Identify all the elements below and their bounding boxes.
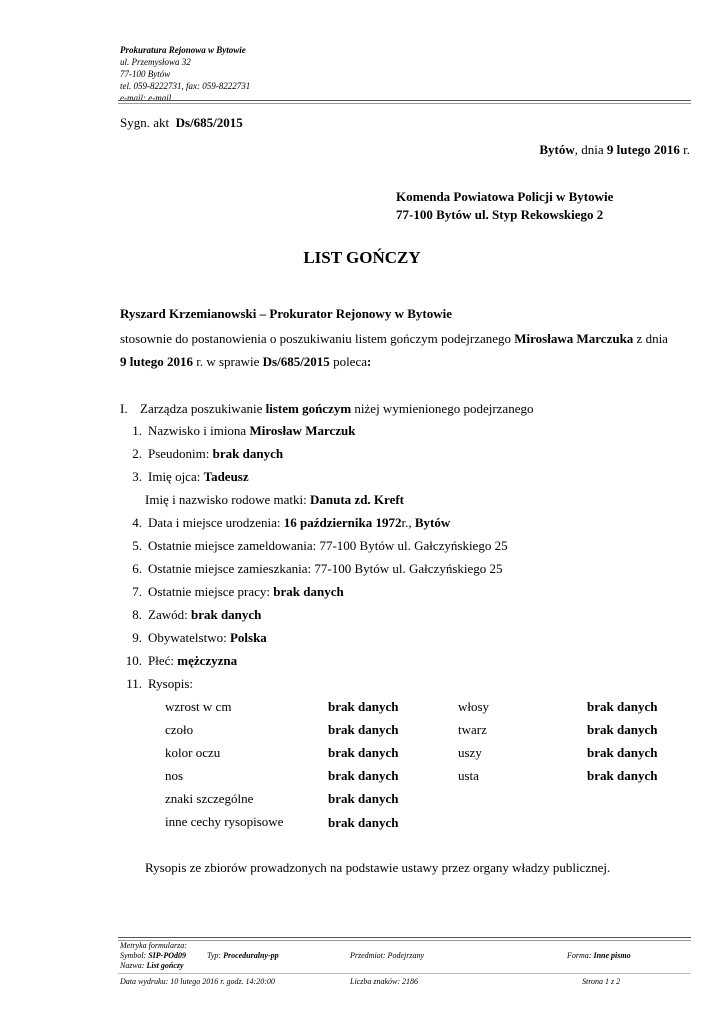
intro-orders: poleca bbox=[329, 354, 367, 369]
case-signature-value: Ds/685/2015 bbox=[175, 115, 243, 130]
list-item bbox=[145, 492, 404, 508]
rysopis-value: brak danych bbox=[328, 768, 399, 783]
footer-type-value: Proceduralny-pp bbox=[223, 951, 279, 960]
date-suffix: r. bbox=[679, 142, 690, 157]
footer-page-number: Strona 1 z 2 bbox=[582, 977, 621, 986]
case-signature bbox=[120, 115, 243, 131]
item-label: Płeć: bbox=[148, 653, 178, 668]
list-item bbox=[120, 584, 344, 600]
rysopis-value: brak danych bbox=[587, 768, 658, 783]
item-value: brak danych bbox=[190, 607, 262, 622]
footer-divider-thin bbox=[118, 973, 691, 974]
office-phone: tel. 059-8222731, fax: 059-8222731 bbox=[120, 81, 251, 91]
list-item bbox=[120, 676, 193, 692]
item-label: Ostatnie miejsce pracy: bbox=[148, 584, 274, 599]
section-text-post: niżej wymienionego podejrzanego bbox=[351, 401, 534, 416]
footer-print-date: Data wydruku: 10 lutego 2016 r. godz. 14:20:00 bbox=[120, 977, 275, 986]
item-number: 1. bbox=[132, 423, 142, 438]
footer-divider-secondary bbox=[118, 940, 691, 941]
item-label: Rysopis: bbox=[148, 676, 193, 691]
recipient-line-2: 77-100 Bytów ul. Styp Rekowskiego 2 bbox=[396, 207, 604, 222]
footer-form-value: Inne pismo bbox=[593, 951, 631, 960]
recipient-address bbox=[396, 188, 613, 224]
item-number: 8. bbox=[132, 607, 142, 622]
case-signature-label: Sygn. akt bbox=[120, 115, 170, 130]
item-label: Pseudonim: bbox=[148, 446, 213, 461]
section-text-bold: listem gończym bbox=[265, 401, 352, 416]
rysopis-label: twarz bbox=[458, 722, 487, 737]
decision-date: 9 lutego 2016 bbox=[120, 354, 193, 369]
footer-type bbox=[207, 951, 279, 960]
rysopis-label: usta bbox=[458, 768, 479, 783]
rysopis-value: brak danych bbox=[587, 722, 658, 737]
item-label: Imię i nazwisko rodowe matki: bbox=[145, 492, 310, 507]
rysopis-value: brak danych bbox=[328, 745, 399, 760]
footer-metryka: Metryka formularza: bbox=[120, 941, 187, 950]
list-item bbox=[120, 538, 508, 554]
item-value: brak danych bbox=[273, 584, 344, 599]
item-label: Imię ojca: bbox=[148, 469, 204, 484]
office-name: Prokuratura Rejonowa w Bytowie bbox=[120, 45, 246, 55]
item-number: 10. bbox=[125, 653, 142, 668]
intro-line-3 bbox=[120, 354, 371, 370]
list-item bbox=[120, 653, 237, 669]
date-place: Bytów bbox=[539, 142, 575, 157]
list-item bbox=[120, 561, 503, 577]
intro-line-2 bbox=[120, 331, 668, 347]
list-item bbox=[120, 607, 261, 623]
rysopis-value: brak danych bbox=[587, 745, 658, 760]
intro-colon: : bbox=[366, 354, 372, 369]
item-value: brak danych bbox=[212, 446, 284, 461]
item-number: 7. bbox=[132, 584, 142, 599]
item-label: Zawód: bbox=[148, 607, 191, 622]
rysopis-label: znaki szczególne bbox=[165, 791, 254, 806]
prosecutor-line: Ryszard Krzemianowski – Prokurator Rejonowy w Bytowie bbox=[120, 306, 452, 321]
office-city: 77-100 Bytów bbox=[120, 69, 171, 79]
list-item bbox=[120, 630, 267, 646]
footer-symbol bbox=[120, 951, 186, 960]
item-label: Ostatnie miejsce zamieszkania: 77-100 Bytów ul. Gałczyńskiego 25 bbox=[148, 561, 503, 576]
rysopis-label: włosy bbox=[458, 699, 490, 714]
footer-name-value: List gończy bbox=[146, 961, 184, 970]
item-label: Ostatnie miejsce zameldowania: 77-100 Bytów ul. Gałczyńskiego 25 bbox=[148, 538, 508, 553]
header-divider-secondary bbox=[118, 103, 691, 104]
rysopis-label: nos bbox=[165, 768, 184, 783]
list-item bbox=[120, 469, 249, 485]
suspect-name: Mirosława Marczuka bbox=[514, 331, 634, 346]
footer-type-label: Typ: bbox=[207, 951, 224, 960]
item-value: 16 października 1972 bbox=[283, 515, 402, 530]
section-number: I. bbox=[120, 401, 128, 416]
item-value: Danuta zd. Kreft bbox=[310, 492, 405, 507]
footer-subject: Przedmiot: Podejrzany bbox=[350, 951, 424, 960]
footer-name-label: Nazwa: bbox=[120, 961, 147, 970]
footer-symbol-label: Symbol: bbox=[120, 951, 149, 960]
footer-name bbox=[120, 961, 184, 970]
item-number: 6. bbox=[132, 561, 142, 576]
item-value: mężczyzna bbox=[177, 653, 238, 668]
section-text: Zarządza poszukiwanie bbox=[140, 401, 266, 416]
rysopis-value: brak danych bbox=[328, 699, 399, 714]
footer-form bbox=[567, 951, 631, 960]
item-value-post: r., bbox=[401, 515, 415, 530]
intro-mid: r. w sprawie bbox=[192, 354, 263, 369]
intro-text: stosownie do postanowienia o poszukiwaniu listem gończym podejrzanego bbox=[120, 331, 515, 346]
date-value: 9 lutego 2016 bbox=[606, 142, 680, 157]
footer-symbol-value: SIP-POd09 bbox=[148, 951, 186, 960]
section-heading bbox=[120, 401, 533, 417]
item-value-2: Bytów bbox=[414, 515, 451, 530]
item-value: Polska bbox=[229, 630, 267, 645]
item-number: 5. bbox=[132, 538, 142, 553]
office-street: ul. Przemysłowa 32 bbox=[120, 57, 191, 67]
footer-char-count: Liczba znaków: 2186 bbox=[350, 977, 418, 986]
item-value: Mirosław Marczuk bbox=[249, 423, 356, 438]
intro-text-post: z dnia bbox=[633, 331, 668, 346]
item-number: 9. bbox=[132, 630, 142, 645]
footer-form-label: Forma: bbox=[567, 951, 594, 960]
case-reference: Ds/685/2015 bbox=[262, 354, 330, 369]
rysopis-note: Rysopis ze zbiorów prowadzonych na podstawie ustawy przez organy władzy publicznej. bbox=[145, 860, 611, 875]
rysopis-label: inne cechy rysopisowe bbox=[165, 814, 284, 829]
item-number: 4. bbox=[132, 515, 142, 530]
rysopis-label: uszy bbox=[458, 745, 482, 760]
rysopis-value: brak danych bbox=[328, 722, 399, 737]
rysopis-label: czoło bbox=[165, 722, 194, 737]
date-separator: , dnia bbox=[574, 142, 607, 157]
item-number: 3. bbox=[132, 469, 142, 484]
item-value: Tadeusz bbox=[203, 469, 249, 484]
document-date bbox=[539, 142, 690, 158]
footer-divider bbox=[118, 937, 691, 938]
office-email: e-mail: e-mail bbox=[120, 93, 172, 103]
rysopis-label: kolor oczu bbox=[165, 745, 221, 760]
list-item bbox=[120, 446, 283, 462]
item-number: 2. bbox=[132, 446, 142, 461]
header-divider bbox=[118, 100, 691, 101]
item-label: Nazwisko i imiona bbox=[148, 423, 250, 438]
list-item bbox=[120, 423, 356, 439]
item-label: Obywatelstwo: bbox=[148, 630, 230, 645]
recipient-line-1: Komenda Powiatowa Policji w Bytowie bbox=[396, 189, 614, 204]
item-number: 11. bbox=[126, 676, 142, 691]
list-item bbox=[120, 515, 450, 531]
rysopis-value: brak danych bbox=[328, 791, 399, 806]
office-header bbox=[120, 44, 250, 104]
rysopis-label: wzrost w cm bbox=[165, 699, 232, 714]
rysopis-value: brak danych bbox=[587, 699, 658, 714]
rysopis-value: brak danych bbox=[328, 815, 399, 830]
item-label: Data i miejsce urodzenia: bbox=[148, 515, 284, 530]
document-title: LIST GOŃCZY bbox=[303, 248, 421, 267]
